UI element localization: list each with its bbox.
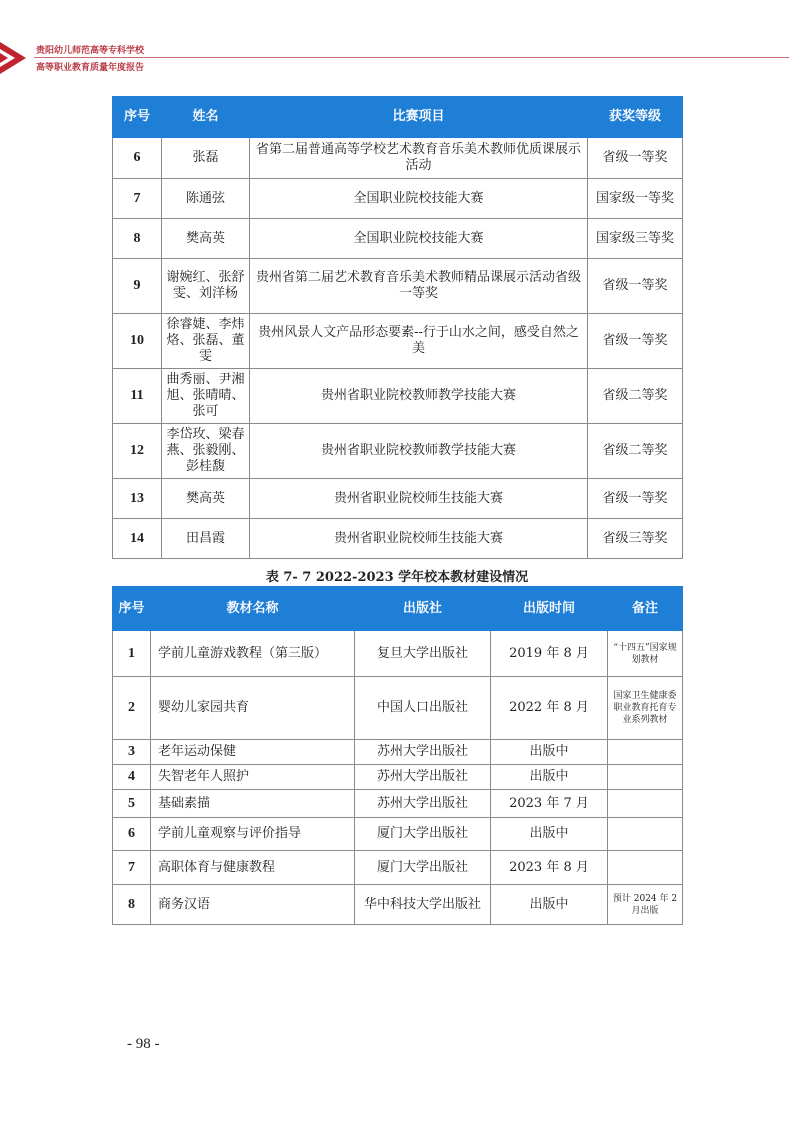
award-level: 省级二等奖 — [588, 369, 683, 424]
award-no: 6 — [113, 138, 162, 179]
book-note: 预计 2024 年 2 月出版 — [608, 885, 683, 925]
school-name: 贵阳幼儿师范高等专科学校 — [36, 46, 145, 56]
award-level: 国家级一等奖 — [588, 179, 683, 219]
table-caption: 表 7- 7 2022-2023 学年校本教材建设情况 — [265, 570, 529, 585]
book-title: 学前儿童观察与评价指导 — [151, 818, 355, 851]
book-date: 出版中 — [491, 885, 608, 925]
award-level: 省级一等奖 — [588, 314, 683, 369]
book-note — [608, 790, 683, 818]
table-row — [113, 740, 683, 765]
award-no: 9 — [113, 259, 162, 314]
awards-table — [112, 96, 683, 559]
award-level: 省级二等奖 — [588, 424, 683, 479]
book-publisher: 苏州大学出版社 — [355, 790, 491, 818]
table-row — [113, 424, 683, 479]
book-no: 8 — [113, 885, 151, 925]
book-note: 国家卫生健康委职业教育托育专业系列教材 — [608, 677, 683, 740]
book-no: 4 — [113, 765, 151, 790]
book-title: 老年运动保健 — [151, 740, 355, 765]
table-row — [113, 259, 683, 314]
book-no: 7 — [113, 851, 151, 885]
book-date: 出版中 — [491, 765, 608, 790]
award-no: 13 — [113, 479, 162, 519]
award-name: 曲秀丽、尹湘旭、张晴晴、张可 — [162, 369, 250, 424]
header-name: 姓名 — [162, 97, 250, 138]
award-project: 贵州省第二届艺术教育音乐美术教师精品课展示活动省级一等奖 — [250, 259, 588, 314]
award-name: 李岱玫、梁春燕、张毅刚、彭桂馥 — [162, 424, 250, 479]
award-level: 省级一等奖 — [588, 479, 683, 519]
header-note: 备注 — [608, 587, 683, 631]
header-no: 序号 — [113, 97, 162, 138]
table-row — [113, 138, 683, 179]
book-title: 商务汉语 — [151, 885, 355, 925]
textbooks-header-row — [113, 587, 683, 631]
table-row — [113, 885, 683, 925]
book-note — [608, 765, 683, 790]
book-note: “十四五”国家规划教材 — [608, 631, 683, 677]
award-name: 张磊 — [162, 138, 250, 179]
report-title: 高等职业教育质量年度报告 — [36, 63, 145, 73]
award-no: 10 — [113, 314, 162, 369]
award-project: 贵州省职业院校师生技能大赛 — [250, 479, 588, 519]
book-title: 高职体育与健康教程 — [151, 851, 355, 885]
award-name: 徐睿婕、李炜烙、张磊、董雯 — [162, 314, 250, 369]
book-title: 失智老年人照护 — [151, 765, 355, 790]
header-project: 比赛项目 — [250, 97, 588, 138]
book-publisher: 中国人口出版社 — [355, 677, 491, 740]
book-no: 2 — [113, 677, 151, 740]
book-no: 1 — [113, 631, 151, 677]
award-no: 8 — [113, 219, 162, 259]
book-date: 出版中 — [491, 818, 608, 851]
header-date: 出版时间 — [491, 587, 608, 631]
header-title: 教材名称 — [151, 587, 355, 631]
book-title: 基础素描 — [151, 790, 355, 818]
table-row — [113, 765, 683, 790]
award-no: 14 — [113, 519, 162, 559]
school-logo-icon — [0, 42, 26, 74]
header-publisher: 出版社 — [355, 587, 491, 631]
table-row — [113, 818, 683, 851]
book-date: 2022 年 8 月 — [491, 677, 608, 740]
book-note — [608, 851, 683, 885]
book-date: 2023 年 8 月 — [491, 851, 608, 885]
table-row — [113, 790, 683, 818]
award-project: 贵州省职业院校教师教学技能大赛 — [250, 424, 588, 479]
award-name: 田昌霞 — [162, 519, 250, 559]
book-title: 婴幼儿家园共育 — [151, 677, 355, 740]
page-number: - 98 - — [127, 1036, 160, 1052]
book-note — [608, 818, 683, 851]
table-row — [113, 851, 683, 885]
table-row — [113, 677, 683, 740]
book-no: 5 — [113, 790, 151, 818]
book-publisher: 苏州大学出版社 — [355, 740, 491, 765]
award-name: 谢婉红、张舒雯、刘洋杨 — [162, 259, 250, 314]
award-no: 11 — [113, 369, 162, 424]
book-no: 3 — [113, 740, 151, 765]
table-row — [113, 519, 683, 559]
textbooks-table — [112, 586, 683, 925]
table-row — [113, 219, 683, 259]
award-project: 贵州风景人文产品形态要素--行于山水之间，感受自然之美 — [250, 314, 588, 369]
book-publisher: 苏州大学出版社 — [355, 765, 491, 790]
book-no: 6 — [113, 818, 151, 851]
book-publisher: 厦门大学出版社 — [355, 851, 491, 885]
table-row — [113, 479, 683, 519]
award-project: 全国职业院校技能大赛 — [250, 179, 588, 219]
header-no: 序号 — [113, 587, 151, 631]
award-project: 全国职业院校技能大赛 — [250, 219, 588, 259]
awards-header-row — [113, 97, 683, 138]
award-project: 省第二届普通高等学校艺术教育音乐美术教师优质课展示活动 — [250, 138, 588, 179]
award-no: 12 — [113, 424, 162, 479]
table-row — [113, 631, 683, 677]
award-name: 樊高英 — [162, 219, 250, 259]
book-publisher: 厦门大学出版社 — [355, 818, 491, 851]
book-publisher: 复旦大学出版社 — [355, 631, 491, 677]
award-level: 省级三等奖 — [588, 519, 683, 559]
award-project: 贵州省职业院校师生技能大赛 — [250, 519, 588, 559]
book-date: 2023 年 7 月 — [491, 790, 608, 818]
award-level: 国家级三等奖 — [588, 219, 683, 259]
book-publisher: 华中科技大学出版社 — [355, 885, 491, 925]
table-row — [113, 179, 683, 219]
award-name: 陈通弦 — [162, 179, 250, 219]
book-note — [608, 740, 683, 765]
award-project: 贵州省职业院校教师教学技能大赛 — [250, 369, 588, 424]
header-level: 获奖等级 — [588, 97, 683, 138]
table-row — [113, 314, 683, 369]
table-row — [113, 369, 683, 424]
book-title: 学前儿童游戏教程（第三版） — [151, 631, 355, 677]
award-level: 省级一等奖 — [588, 138, 683, 179]
award-name: 樊高英 — [162, 479, 250, 519]
award-level: 省级一等奖 — [588, 259, 683, 314]
book-date: 出版中 — [491, 740, 608, 765]
header-divider — [34, 57, 789, 58]
book-date: 2019 年 8 月 — [491, 631, 608, 677]
award-no: 7 — [113, 179, 162, 219]
